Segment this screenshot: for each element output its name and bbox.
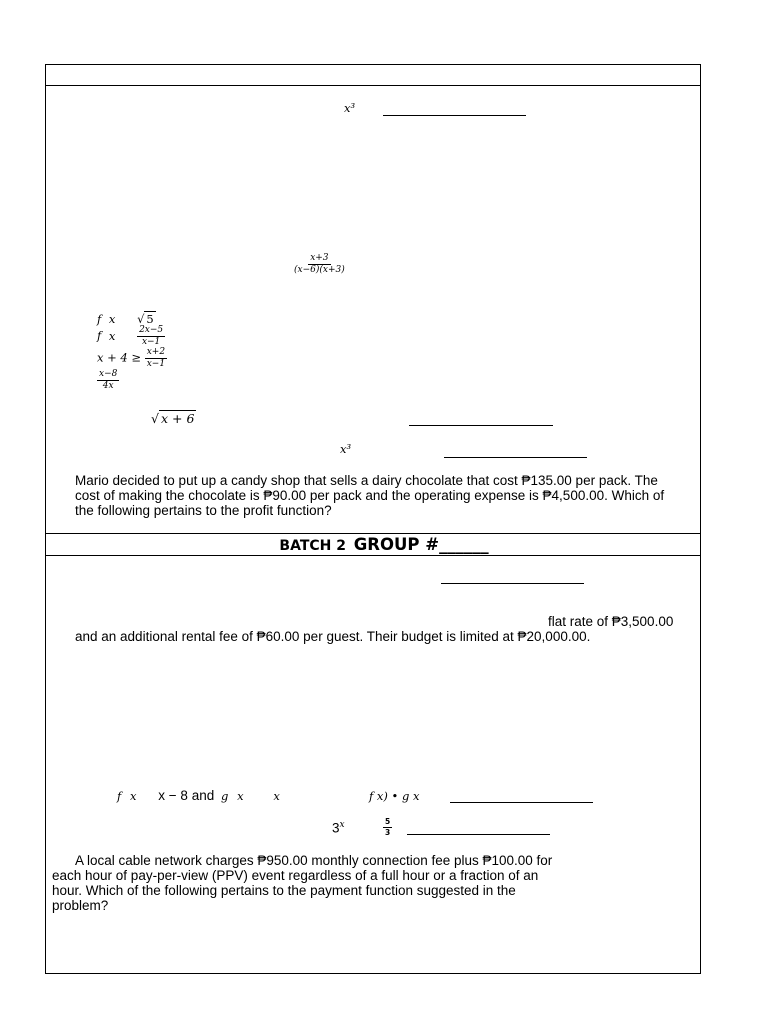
cable-problem-line-3: hour. Which of the following pertains to the payment function suggested in the: [52, 883, 516, 898]
answer-blank-3[interactable]: [444, 457, 587, 458]
fg-x-symbol-3: x: [273, 789, 280, 803]
rational-fraction: [292, 254, 347, 275]
fg-x-symbol-1: x: [130, 789, 137, 803]
inequality-lhs: x + 4 ≥: [97, 350, 142, 365]
cable-problem-line-2: each hour of pay-per-view (PPV) event regardless of a full hour or a fraction of an: [52, 868, 539, 883]
exponential-base: 3: [332, 820, 340, 836]
five-thirds-denominator: 3: [385, 827, 391, 837]
cable-problem-line-4: problem?: [52, 898, 109, 913]
sqrt-radicand: 5: [146, 312, 154, 326]
batch-label: BATCH 2: [279, 538, 346, 554]
standalone-numerator: x−8: [99, 369, 118, 379]
f-symbol-2: f: [97, 328, 102, 343]
x-cubed-b: x³: [340, 442, 352, 456]
sqrt-expression-radicand: x + 6: [160, 411, 195, 426]
fraction-numerator: x+3: [310, 253, 329, 263]
inequality-denominator: x−1: [146, 359, 166, 369]
batch-row-bottom-divider: [45, 555, 701, 556]
sqrt-expression: √ x + 6: [151, 411, 195, 426]
inequality-line: [97, 348, 167, 369]
standalone-fraction: [97, 370, 119, 391]
inequality-numerator: x+2: [146, 347, 166, 357]
answer-blank-2[interactable]: [409, 425, 553, 426]
fraction-denominator: (x−6)(x+3): [294, 265, 345, 275]
x-symbol: x: [108, 312, 116, 326]
f-symbol: f: [97, 312, 102, 326]
f-fraction-denominator: x−1: [141, 337, 161, 347]
exponential-exponent: x: [339, 820, 345, 830]
standalone-denominator: 4x: [102, 381, 114, 391]
answer-blank-4[interactable]: [441, 583, 584, 584]
group-label: GROUP #______: [353, 535, 489, 554]
answer-blank-6[interactable]: [407, 834, 550, 835]
mario-problem-text: Mario decided to put up a candy shop that sells a dairy chocolate that cost ₱135.00 per pack. The cost of making the chocolate is ₱90.00 per pack and the operating expense is ₱4,500.00. Which of the following pertains to the profit function?: [75, 473, 665, 518]
five-thirds-fraction: [383, 818, 392, 836]
x-cubed-a: x³: [344, 101, 356, 115]
answer-blank-5[interactable]: [450, 802, 593, 803]
function-definitions: [117, 788, 280, 803]
f-line-fraction: [97, 326, 165, 347]
top-row-divider: [45, 85, 701, 86]
cable-problem-line-1: A local cable network charges ₱950.00 monthly connection fee plus ₱100.00 for: [75, 853, 553, 868]
fg-x-minus-8: x − 8 and: [158, 788, 215, 803]
five-thirds-numerator: 5: [385, 817, 391, 826]
page-frame: [45, 64, 701, 974]
batch-header: [0, 534, 768, 555]
f-line-sqrt: f x √ 5: [97, 312, 154, 326]
rental-fee-text: and an additional rental fee of ₱60.00 per guest. Their budget is limited at ₱20,000.00.: [75, 629, 591, 644]
x-symbol-2: x: [108, 328, 116, 343]
flat-rate-text: flat rate of ₱3,500.00: [548, 614, 674, 629]
f-fraction-numerator: 2x−5: [139, 325, 164, 335]
fg-x-symbol-2: x: [237, 789, 244, 803]
fg-product: f x) • g x: [369, 789, 420, 803]
fg-g-symbol: g: [220, 789, 229, 803]
fg-f-symbol: f: [117, 789, 122, 803]
answer-blank-1[interactable]: [383, 115, 526, 116]
exponential-term: [332, 820, 345, 836]
